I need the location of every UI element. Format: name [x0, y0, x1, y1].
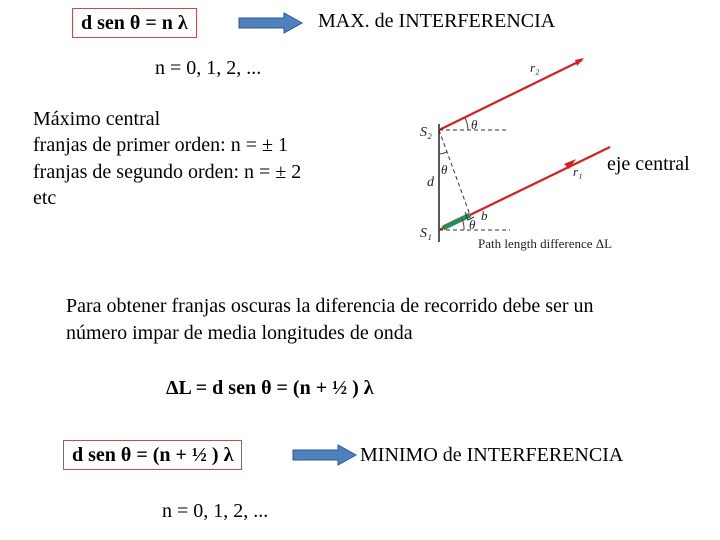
label-theta-bottom: θ: [469, 217, 476, 232]
max-list-item: Máximo central: [33, 108, 161, 130]
dark-intro-line: Para obtener franjas oscuras la diferencia de recorrido debe ser un: [66, 295, 594, 317]
eje-central-label: eje central: [607, 153, 690, 175]
max-list-item: franjas de segundo orden: n = ± 2: [33, 161, 302, 183]
angle-arc-top: [465, 118, 468, 130]
max-list-item: franjas de primer orden: n = ± 1: [33, 134, 288, 156]
label-d: d: [427, 175, 434, 190]
max-arrow-icon: [238, 12, 304, 34]
label-theta-mid: θ: [441, 162, 448, 177]
max-label: MAX. de INTERFERENCIA: [318, 10, 556, 32]
dark-intro-line: número impar de media longitudes de onda: [66, 322, 413, 344]
max-list-item: etc: [33, 187, 57, 209]
double-slit-diagram: [410, 52, 720, 257]
path-difference-segment: [443, 215, 470, 228]
max-formula: d sen θ = n λ: [81, 12, 188, 34]
min-label: MINIMO de INTERFERENCIA: [360, 444, 624, 466]
min-formula-box: [63, 440, 242, 470]
min-equation: ΔL = d sen θ = (n + ½ ) λ: [166, 377, 374, 399]
min-n-values: n = 0, 1, 2, ...: [162, 500, 269, 522]
label-s1: S₁: [420, 226, 432, 241]
label-theta-top: θ: [471, 117, 478, 132]
min-arrow-icon: [292, 444, 358, 466]
label-r1: r₁: [573, 164, 583, 179]
min-formula: d sen θ = (n + ½ ) λ: [72, 444, 234, 466]
label-b: b: [481, 208, 488, 223]
ray-r2-arrow-icon: [575, 58, 584, 66]
ray-r2: [439, 60, 582, 130]
max-formula-box: [72, 8, 197, 38]
angle-arc-mid: [439, 152, 447, 154]
label-r2: r₂: [530, 60, 540, 75]
max-n-values: n = 0, 1, 2, ...: [155, 57, 262, 79]
label-s2: S₂: [420, 125, 432, 140]
path-length-label: Path length difference ΔL: [478, 236, 613, 251]
